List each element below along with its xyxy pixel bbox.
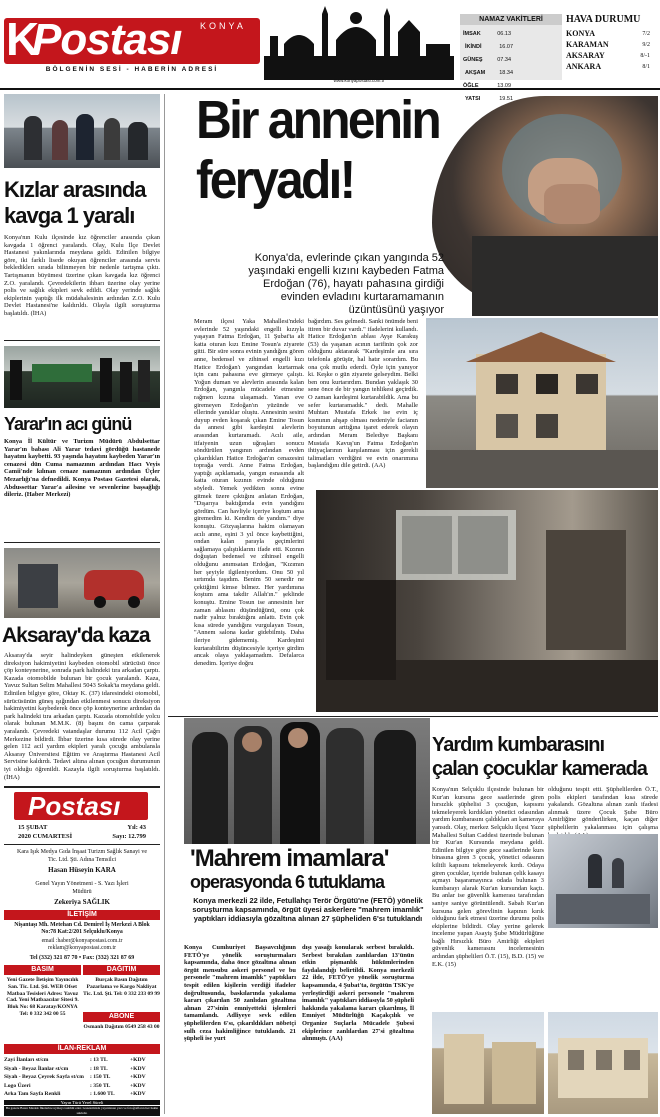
- ad-rate-vat: +KDV: [130, 1057, 146, 1063]
- prayer-time: 13.09: [497, 82, 511, 89]
- aksaray-crash-photo: [4, 548, 160, 618]
- ad-rate-row: [4, 1082, 160, 1091]
- masthead-logo-initial: K: [6, 13, 40, 65]
- yarar-funeral-photo: [4, 346, 160, 408]
- ad-rate-price: : 1.600 TL: [90, 1091, 115, 1097]
- kizlar-photo: [4, 94, 160, 168]
- masthead-website[interactable]: www.konyapostasi.com.tr: [333, 78, 385, 83]
- imprint-email[interactable]: email :haber@konyapostasi.com.tr: [41, 938, 123, 944]
- weather-city: ANKARA: [566, 61, 602, 71]
- imprint-day-row: [18, 833, 146, 841]
- yardim-headline-1: Yardım kumbarasını: [432, 734, 605, 756]
- imprint-footer-note: Bu gazete Basın Meslek İlkelerine uymayı taahhüt eder. Gazetemizde yayınlanan yazı ve fotoğrafların her hakkı saklıdır.: [5, 1106, 159, 1115]
- imprint-contact-title: İLETİŞİM: [4, 910, 160, 920]
- divider: [4, 340, 160, 341]
- ad-rate-label: Siyah - Beyaz İlanlar st/cm: [4, 1065, 69, 1072]
- imprint-abone-title: ABONE: [83, 1012, 160, 1022]
- ad-rate-label: Zayi İlanları st/cm: [4, 1057, 49, 1063]
- skyline-illustration: [264, 4, 454, 80]
- prayer-time: 18.34: [499, 69, 513, 76]
- ad-rate-vat: +KDV: [130, 1074, 146, 1080]
- imprint-day: 2020 CUMARTESİ: [18, 833, 73, 840]
- prayer-times-title: NAMAZ VAKİTLERİ: [460, 14, 562, 25]
- prayer-row: [463, 53, 511, 66]
- prayer-name: İKİNDİ: [465, 43, 482, 50]
- aksaray-headline: Aksaray'da kaza: [2, 624, 150, 647]
- imprint-date-row: [18, 824, 146, 832]
- imprint-owner: Hasan Hüseyin KARA: [48, 866, 116, 874]
- quran-course-photo-2: [432, 1012, 544, 1114]
- yardim-headline-2: çalan çocuklar kamerada: [432, 758, 647, 780]
- masthead-logo-text: Postası: [32, 15, 182, 64]
- aksaray-body: Aksaray'da seyir halindeyken güneşten etkilenerek direksiyon hakimiyetini kaybeden otomobil sürücüsü önce çöp konteynerine, sonrada park halindeki tıra arkadan çarptı. Kazada otomobilde bulunan bir çocuk yaralandı. Kaza, Yavuz Sultan Selim Mahallesi 5043 Sokak'ta meydana geldi. Edinilen bilgiye göre, Oktay K. (37) idaresindeki otomobil, sürücüsünün güneş ışığından etkilenmesi sonucu direksiyon hakimiyetini kaybederek önce çöp konteynerine ardından da park halindeki tıra arkadan çarptı. Kazada otomobilde yolcu olarak bulunan M.M.K. (8) başını ön camа çarparak yaralandı. Çevredeki vatandaşlar durumu 112 Acil Çağrı Merkezine bildirdi. İhbar üzerine kısa sürede olay yerine gelen 112 acil yardım ekipleri yaralı çocuğu ambulansla Aksaray Üniversitesi Eğitim ve Araştırma Hastanesi Acil Servisine kaldırdı. Tedavi altına alınan çocuğun durumunun iyi olduğu öğrenildi. Kazayla ilgili soruşturma başlatıldı. (İHA): [4, 652, 160, 781]
- yardim-body-col2: olduğunu tespit etti. Şüphelilerden Ö.T., polis ekipleri tarafından kısa sürede yakalandı. Gözaltına alınan zanlı ifadesi alınmak üzere Çocuk Şube Büro Amirliğine gönderilirken, kaçan diğer şüphelilerin yakalanması için çalışma: [548, 786, 658, 831]
- weather-row: [566, 50, 658, 61]
- imprint-basim-title: BASIM: [4, 965, 81, 975]
- imprint-owner-company: Kara Işık Medya Gıda İnşaat Turizm Sağlık Sanayi ve Tic. Ltd. Şti. Adına Temsilci: [17, 849, 147, 863]
- weather-row: [566, 28, 658, 39]
- burned-interior-photo: [316, 490, 658, 712]
- imprint-gm: Zekeriya SAĞLIK: [54, 898, 110, 906]
- prayer-row: [465, 66, 513, 79]
- mahrem-body-col2: dışı yasağı konularak serbest bırakıldı. Serbest bırakılan zanlılardan 13'ünün etkin pişmanlık hükümlerinden faydalandığı belirtildi. Konya merkezli 22 ilde, FETÖ'ye yönelik soruşturma kapsamında, 4 Şubat'ta, örgütün TSK'ye yerleştirdiği askeri personele "mahrem imamlık" yaptıkları iddiasıyla 50 şüpheli hakkında yakalama kararı çıkarılmış, İl Emniyet Müdürlüğü Kaçakçılık ve Organize Suçlarla Mücadele Şubesi ekiplerince zanlılardan 27'si gözaltına alınmıştı. (AA): [302, 944, 414, 1043]
- main-headline-2: feryadı!: [196, 150, 354, 210]
- ad-rate-vat: +KDV: [130, 1065, 146, 1072]
- ad-rate-row: [4, 1090, 160, 1099]
- imprint-gm-label: Genel Yayın Yönetmeni - S. Yazı İşleri Müdürü: [35, 881, 129, 895]
- masthead: [0, 0, 660, 102]
- prayer-time: 06.13: [497, 30, 511, 37]
- column-rule: [164, 94, 165, 1114]
- imprint-issue: Sayı: 12.799: [112, 833, 146, 840]
- imprint-year: Yıl: 43: [127, 824, 146, 831]
- ad-rate-row: [4, 1056, 160, 1065]
- main-headline-1: Bir annenin: [196, 90, 439, 150]
- operation-suspects-photo: [184, 718, 430, 844]
- weather-city: KONYA: [566, 28, 596, 38]
- prayer-name: AKŞAM: [465, 69, 486, 76]
- prayer-time: 07.34: [497, 56, 511, 63]
- prayer-name: ÖĞLE: [463, 82, 479, 89]
- burned-house-photo: [426, 318, 658, 488]
- imprint-dagitim-title: DAĞITIM: [83, 965, 160, 975]
- imprint-abone: Osmanlı Dağıtım 0549 258 43 00: [83, 1024, 160, 1030]
- ad-rate-list: [4, 1056, 160, 1099]
- weather-row: [566, 39, 658, 50]
- ad-rate-label: Arka Tam Sayfa Renkli: [4, 1091, 61, 1097]
- kizlar-headline-2: kavga 1 yaralı: [4, 203, 135, 228]
- main-deck: Konya'da, evlerinde çıkan yangında 52 yaşındaki engelli kızını kaybeden Fatma Erdoğan (76), hayatı pahasına girdiği evinden evladını kurtaramamanın üzüntüsünü yaşıyor: [248, 252, 444, 316]
- ad-rate-row: [4, 1073, 160, 1082]
- kizlar-body: Konya'nın Kulu ilçesinde kız öğrenciler arasında çıkan kavgada 1 öğrenci yaralandı. Olay, Kulu İlçe Devlet Hastanesi yakınlarında meydana geldi. Edinilen bilgiye göre, iki farklı lisede okuyan öğrenciler arasında servis beklediklerı sırada bilinmeyen bir nedenle tartışma çıktı. Tartışmanın büyümesi üzerine çıkan kavgada kız öğrenci Z.O. yaralandı. Çevredekilerin ihbarı üzerine olay yerine polis ve sağlık ekipleri sevk edildi. Olay yerinde sağlık ekiplerinin yaptığı ilk müdahalesinin ardından Z.O. Kulu Devlet Hastanesi'ne kaldırıldı. Olayla ilgili soruşturma başlatıldı. (İHA): [4, 234, 160, 317]
- ad-rate-price: : 18 TL: [90, 1065, 108, 1072]
- imprint-dagitim: Burçak Basın Dağıtım Pazarlama ve Kargo Nakliyat Tic. Ltd. Şti. Tel: 0 332 233 09 99: [83, 977, 160, 997]
- prayer-row: [463, 27, 511, 40]
- divider: [4, 542, 160, 543]
- masthead-logo[interactable]: [4, 13, 260, 65]
- prayer-times-box: [460, 14, 562, 102]
- weather-row: [566, 61, 658, 72]
- imprint-phone: Tel (332) 321 87 70 • Fax: (332) 321 87 69: [29, 955, 135, 961]
- quran-course-photo: [548, 1012, 658, 1114]
- imprint-logo: [14, 792, 148, 820]
- prayer-time: 19.51: [499, 95, 513, 102]
- weather-temp: 8/1: [642, 63, 650, 70]
- masthead-city: KONYA: [200, 21, 246, 31]
- ad-rate-vat: +KDV: [130, 1082, 146, 1089]
- yardim-body-col1: Konya'nın Selçuklu ilçesinde bulunan bir Kur'an kursuna gece saatlerinde giren hırsızlık şüphelisi 3 çocuğun, kapısını tekmeleyerek kırdıkları yönetici odasından yardım kumbarasını çaldıkları an kameraya yansıdı. Olay, merkez Selçuklu ilçesi Yazır Mahallesi Sultan Caddesi üzerinde bulunan bir Kur'an Kursunda meydana geldi. Edinilen bilgiye göre gece saatlerinde kurs binasına giren 3 çocuk, yönetici odasının kilitli kapısını tekmeleyerek kırdı. Odaya giren çocuklar, içeride bulunan çelik kasayı açmayı başaramayınca odada bulunan 3 kumbarayı alarak Kur'an kursundan kaçtı. Bu anlar ise güvenlik kamerası tarafından saniye saniye görüntülendi. Sabah Kur'an kursuna gelen görevlinin kapının kırık olduğunu fark etmesi üzerine durumu polis ekiplerine bildirdi. Olay yerine gelerek inceleme yapan Asayiş Şube Müdürlüğüne bağlı Hırsızlık Büro Amirliği ekipleri güvenlik kamerasını incelemesinin ardından şüphelileri Ö.T. (15), B.D. (15) ve E.K. (15): [432, 786, 544, 968]
- ad-rate-vat: +KDV: [130, 1091, 146, 1097]
- imprint-email2[interactable]: reklam@konyapostasi.com.tr: [47, 945, 117, 951]
- divider: [4, 844, 160, 845]
- imprint-box: [4, 790, 160, 1116]
- weather-city: AKSARAY: [566, 50, 605, 60]
- mahrem-headline-2: operasyonda 6 tutuklama: [190, 872, 385, 892]
- prayer-name: İMSAK: [463, 30, 481, 37]
- kizlar-headline-1: Kızlar arasında: [4, 177, 146, 202]
- imprint-logo-text: Postası: [28, 791, 121, 821]
- ad-rate-row: [4, 1065, 160, 1074]
- weather-title: HAVA DURUMU: [566, 14, 641, 25]
- ad-rate-label: Siyah - Beyaz Çeyrek Sayfa st/cm: [4, 1074, 84, 1080]
- ad-rate-price: : 350 TL: [90, 1082, 111, 1089]
- masthead-slogan: BÖLGENİN SESİ - HABERİN ADRESİ: [45, 66, 219, 73]
- divider: [168, 716, 658, 717]
- weather-city: KARAMAN: [566, 39, 609, 49]
- imprint-address: Nişantaşı Mh. Metehan Cd. Demirel İş Merkezi A Blok No:78 Kat:2/201 Selçuklu/Konya: [14, 922, 150, 935]
- mahrem-deck: Konya merkezli 22 ilde, Fetullahçı Terör Örgütü'ne (FETÖ) yönelik soruşturma kapsamında, örgüt üyesi askerlere "mahrem imamlık" yaptıkları iddiasıyla gözaltına alınan 27 şüpheliden 6'sı tutuklandı: [192, 896, 424, 923]
- main-body-col1: Meram ilçesi Yaka Mahallesi'ndeki evlerinde 52 yaşındaki engelli kızıyla yaşayan Fatma Erdoğan, 11 Şubat'ta alt katta oturan kızı Emine Tosun'a ziyarete gitti. Bir süre sonra evinin yandığını gören anne, bedensel ve zihinsel engelli kızı Hatice Erdoğan'ı yangından kurtarmak için canı pahasına eve girmeye çalıştı. Yoğun duman ve alevlerin arasında kalan Erdoğan, yangınla mücadele etmesine rağmen kızına ulaşamadı. Yanan eve giremeyen Erdoğan'ın yüzünde ve ellerinde yanıklar oluştu. Annesinin sesini duyup evden koşarak çıkan Emine Tosun da annesi gibi kardeşini alevlerin arasından kurtaramadı. Acılı aile, itfaiyenin uzun uğraşları sonucu söndürülen yangının ardından evden çıkardıkları Hatice Erdoğan'ın cenazesini toprağa verdi. Anne Fatma Erdoğan, yaptığı açıklamada, yangın esnasında alt katta oturan kızının evinde olduğunu söyledi. Yemek yedikten sonra evine gitmek üzere çıktığını anlatan Erdoğan, "Dışarıya baktığımda evin yandığını gördüm. Can havliyle içeriye koştum ama giremedim ki. Kendim de yandım." diye konuştu. Gözyaşlarına hakim olamayan acılı anne, eşini 3 yıl önce kaybettiğini, ondan kalan paraylа geçimlerini sağlamaya çalıştıklarını ifade etti. Kızının doğuştan bedensel ve zihinsel engelli olduğunu anımsatan Erdoğan, "Kızımın her şeyiyle ilgileniyordum. Onu 50 yıl sırtımda taşıdım. Benim 50 senedir ne çektiğimi kimse bilmez. Her yardımına koştum ama takdir Allah'ın." şeklinde konuştu. Emine Tosun ise annesinin her zaman ablasını düşündüğünü, onu çok nadir yalnız bıraktığını anlattı. Evin çok kısa sürede yandığını vurgulayan Tosun, "Annem salona kadar gidebilmiş. Daha ileriye gidememiş. Kardeşimi kurtarabilirim düşüncesiyle içeriye girdim ancak olaya yaklaşamadım. Defalarca denedim. İçeriye doğru: [194, 318, 304, 667]
- imprint-footer-type: Yayın Türü Yerel Süreli: [4, 1100, 160, 1105]
- imprint-basim: Yeni Gazete İletişim Yayıncılık San. Tic. Ltd. Şti. WEB Ofset Matbaa Tesisleri Adres: Yavuz Cad. Yeni Matbaacılar Sitesi 9. Blok No: 68 Karatay/KONYA Tel: 0 332 342 00 55: [6, 977, 79, 1017]
- yarar-headline: Yarar'ın acı günü: [4, 414, 132, 434]
- ad-rate-price: : 150 TL: [90, 1074, 111, 1080]
- ad-rate-label: Logo Üzeri: [4, 1082, 31, 1089]
- divider: [4, 786, 160, 788]
- prayer-row: [465, 40, 513, 53]
- imprint-ilan-title: İLAN-REKLAM: [4, 1044, 160, 1054]
- weather-temp: 7/2: [642, 30, 650, 37]
- weather-box: [566, 14, 658, 80]
- yarar-body: Konya İl Kültür ve Turizm Müdürü Abdulsettar Yarar'ın babası Ali Yarar tedavi gördüğü hastanede hayatını kaybetti. 93 yaşında hayatını kaybeden Yarar'ın cenazesi dün Cuma namazının ardından Hacı Veyis Camii'nde kılınan cenaze namazının ardından Üçler Mezarlığı'na defnedildi. Konya Postası Gazetesi olarak, Abdussettar Yarar'a ailesine ve sevenlerine başsağlığı dileriz. (Haber Merkezi): [4, 438, 160, 499]
- imprint-date: 15 ŞUBAT: [18, 824, 48, 831]
- prayer-time: 16.07: [499, 43, 513, 50]
- prayer-name: YATSI: [465, 95, 481, 102]
- weather-temp: 8/-1: [640, 52, 650, 59]
- ad-rate-price: : 13 TL: [90, 1057, 108, 1063]
- mahrem-headline-1: 'Mahrem imamlara': [190, 845, 389, 872]
- prayer-name: GÜNEŞ: [463, 56, 483, 63]
- main-body-col2: bağırdım. Ses gelmedi. Sanki önümde beni itiren bir duvar vardı." ifadelerini kullandı. Hatice Erdoğan'ın ablası Ayşe Karakuş (53) da yaşanan acının tarifinin çok zor olduğunu aktararak "Kardeşimle ara sıra telefonla görüşür, hal hatır sorardım. Bu ona çok mutlu ederdi. Öyle için yanıyor ki. Keşke o gün ziyarete gelseydim. Belki ben onu kurtarırdım. Bundan yaklaşık 30 sene önce de bir yangın tehlikesi geçirdik. O zaman kardeşimi kurtarabildik. Ama bu sefer kurtaramadık." dedi. Mahalle Muhtarı Mustafa Erkek ise evin iç kısmının ahşap olması nedeniyle facianın boyutunun arttığına işaret ederek olayın ardından Meram Belediye Başkanı Mustafa Kavuş'un Fatma Erdoğan'ın ihtiyaçlarının karşılanması için gerekli talimatları verdiğini ve evin onarımına başlandığını dile getirdi. (AA): [308, 318, 418, 470]
- weather-temp: 9/2: [642, 41, 650, 48]
- cctv-photo: [548, 834, 658, 928]
- mahrem-body-col1: Konya Cumhuriyet Başsavcılığının FETÖ'ye yönelik soruşturmaları kapsamında, daha önce gözaltına alınan örgüt mensubu askeri personel ve bu personele "mahrem imamlık" yaptıkları tespit edilen kişilerin verdiği ifadeler doğrultusunda, baskılarında yakalama kararı çıkarılan 50 zanlıdan gözaltına alınan 27'sinin emniyetteki işlemleri tamamlandı. Adliyeye sevk edilen şüphelilerden 6'sı, çıkarıldıkları nöbetçi sulh ceza hakimliğince tutuklandı. 21 şüpheli ise yurt: [184, 944, 296, 1043]
